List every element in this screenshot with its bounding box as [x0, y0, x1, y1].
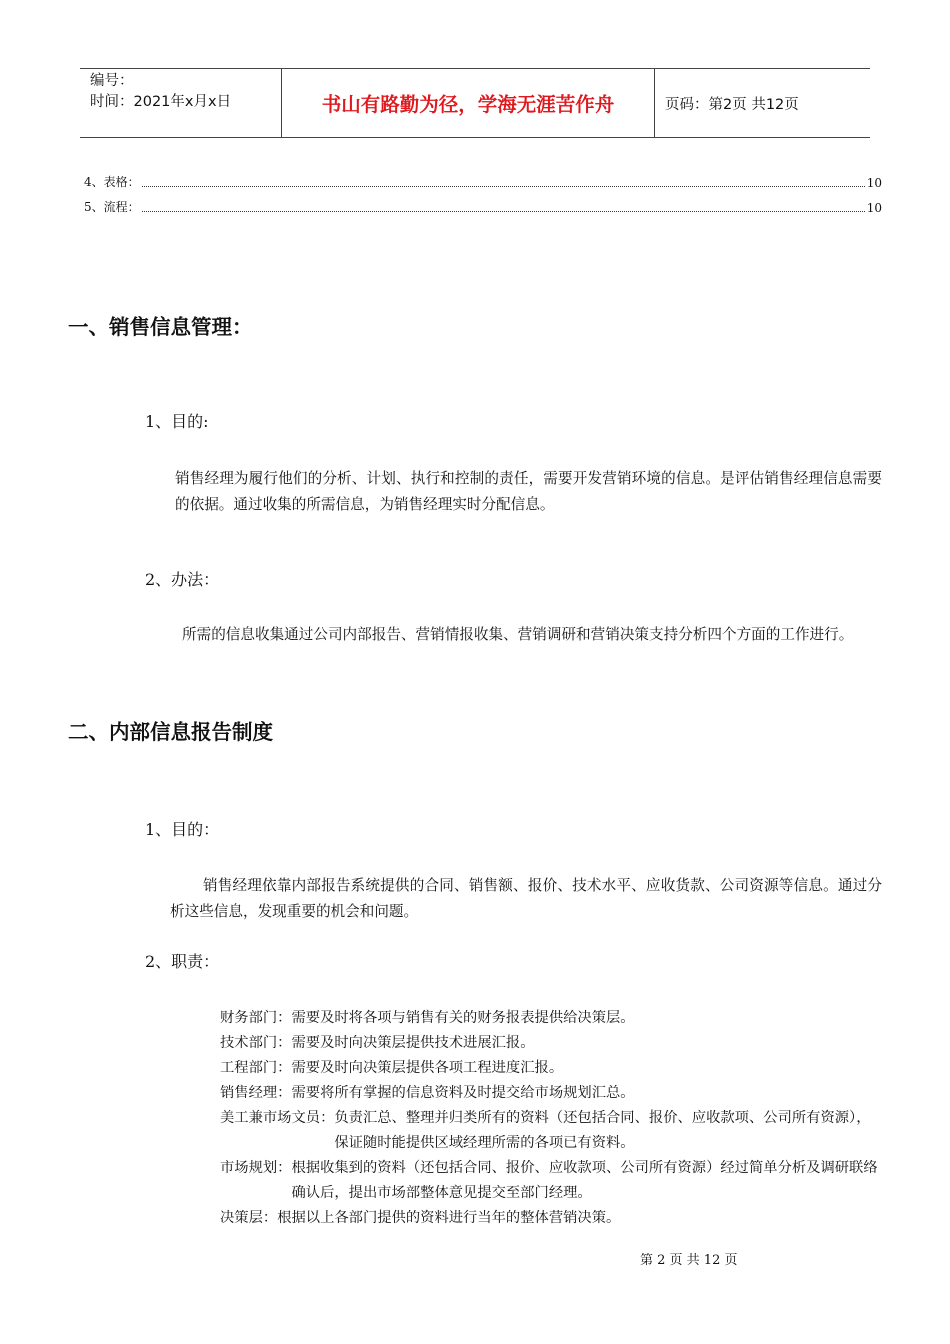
section-2-purpose-title: 1、目的：: [145, 820, 220, 839]
duty-text: 需要及时向决策层提供技术进展汇报。: [291, 1035, 535, 1051]
toc-leader: [142, 186, 865, 187]
duty-list: [220, 1006, 882, 1231]
section-1-title: 一、销售信息管理：: [68, 315, 253, 339]
toc-label: 5、流程：: [84, 200, 140, 214]
duty-item: [220, 1056, 882, 1081]
duty-text: 需要及时将各项与销售有关的财务报表提供给决策层。: [291, 1010, 635, 1026]
section-2-purpose-text: 销售经理依靠内部报告系统提供的合同、销售额、报价、技术水平、应收货款、公司资源等信息。通过分析这些信息，发现重要的机会和问题。: [170, 877, 882, 920]
toc-leader: [142, 211, 865, 212]
page-footer: 第 2 页 共 12 页: [640, 1253, 738, 1268]
toc-entry[interactable]: [84, 198, 882, 215]
duty-key: 决策层：: [220, 1210, 278, 1226]
duty-key: 工程部门：: [220, 1060, 292, 1076]
toc-page: 10: [866, 176, 882, 190]
toc-label: 4、表格：: [84, 175, 140, 189]
section-1-method-text: 所需的信息收集通过公司内部报告、营销情报收集、营销调研和营销决策支持分析四个方面的工作进行。: [182, 626, 854, 643]
duty-key: 财务部门：: [220, 1010, 292, 1026]
toc-entry[interactable]: [84, 173, 882, 190]
section-2-title: 二、内部信息报告制度: [68, 720, 273, 744]
duty-key: 美工兼市场文员：: [220, 1110, 335, 1126]
duty-item: [220, 1206, 882, 1231]
duty-text: 根据收集到的资料（还包括合同、报价、应收款项、公司所有资源）经过简单分析及调研联络确认后，提出市场部整体意见提交至部门经理。: [291, 1160, 878, 1201]
header-page-info: 页码：第2页 共12页: [665, 97, 799, 113]
serial-label: 编号：: [90, 73, 134, 89]
section-2-duty-title: 2、职责：: [145, 952, 220, 971]
section-1-purpose-text: 销售经理为履行他们的分析、计划、执行和控制的责任，需要开发营销环境的信息。是评估销售经理信息需要的依据。通过收集的所需信息，为销售经理实时分配信息。: [175, 470, 882, 513]
section-1-method-title: 2、办法：: [145, 570, 220, 589]
duty-item: [220, 1081, 882, 1106]
duty-item: [220, 1006, 882, 1031]
duty-key: 市场规划：: [220, 1160, 292, 1176]
duty-text: 根据以上各部门提供的资料进行当年的整体营销决策。: [277, 1210, 621, 1226]
duty-item: [220, 1031, 882, 1056]
duty-key: 销售经理：: [220, 1085, 292, 1101]
toc-page: 10: [866, 201, 882, 215]
header-meta: [90, 71, 280, 113]
duty-text: 需要将所有掌握的信息资料及时提交给市场规划汇总。: [291, 1085, 635, 1101]
time-label: 时间：2021年x月x日: [90, 94, 232, 110]
section-1-purpose-title: 1、目的:: [145, 412, 209, 431]
duty-text: 需要及时向决策层提供各项工程进度汇报。: [291, 1060, 564, 1076]
duty-key: 技术部门：: [220, 1035, 292, 1051]
document-header: [80, 68, 870, 138]
header-motto: 书山有路勤为径，学海无涯苦作舟: [321, 93, 615, 116]
header-divider: [654, 69, 655, 137]
duty-item: [220, 1106, 882, 1156]
duty-item: [220, 1156, 882, 1206]
duty-text: 负责汇总、整理并归类所有的资料（还包括合同、报价、应收款项、公司所有资源），保证随时能提供区域经理所需的各项已有资料。: [334, 1110, 871, 1151]
